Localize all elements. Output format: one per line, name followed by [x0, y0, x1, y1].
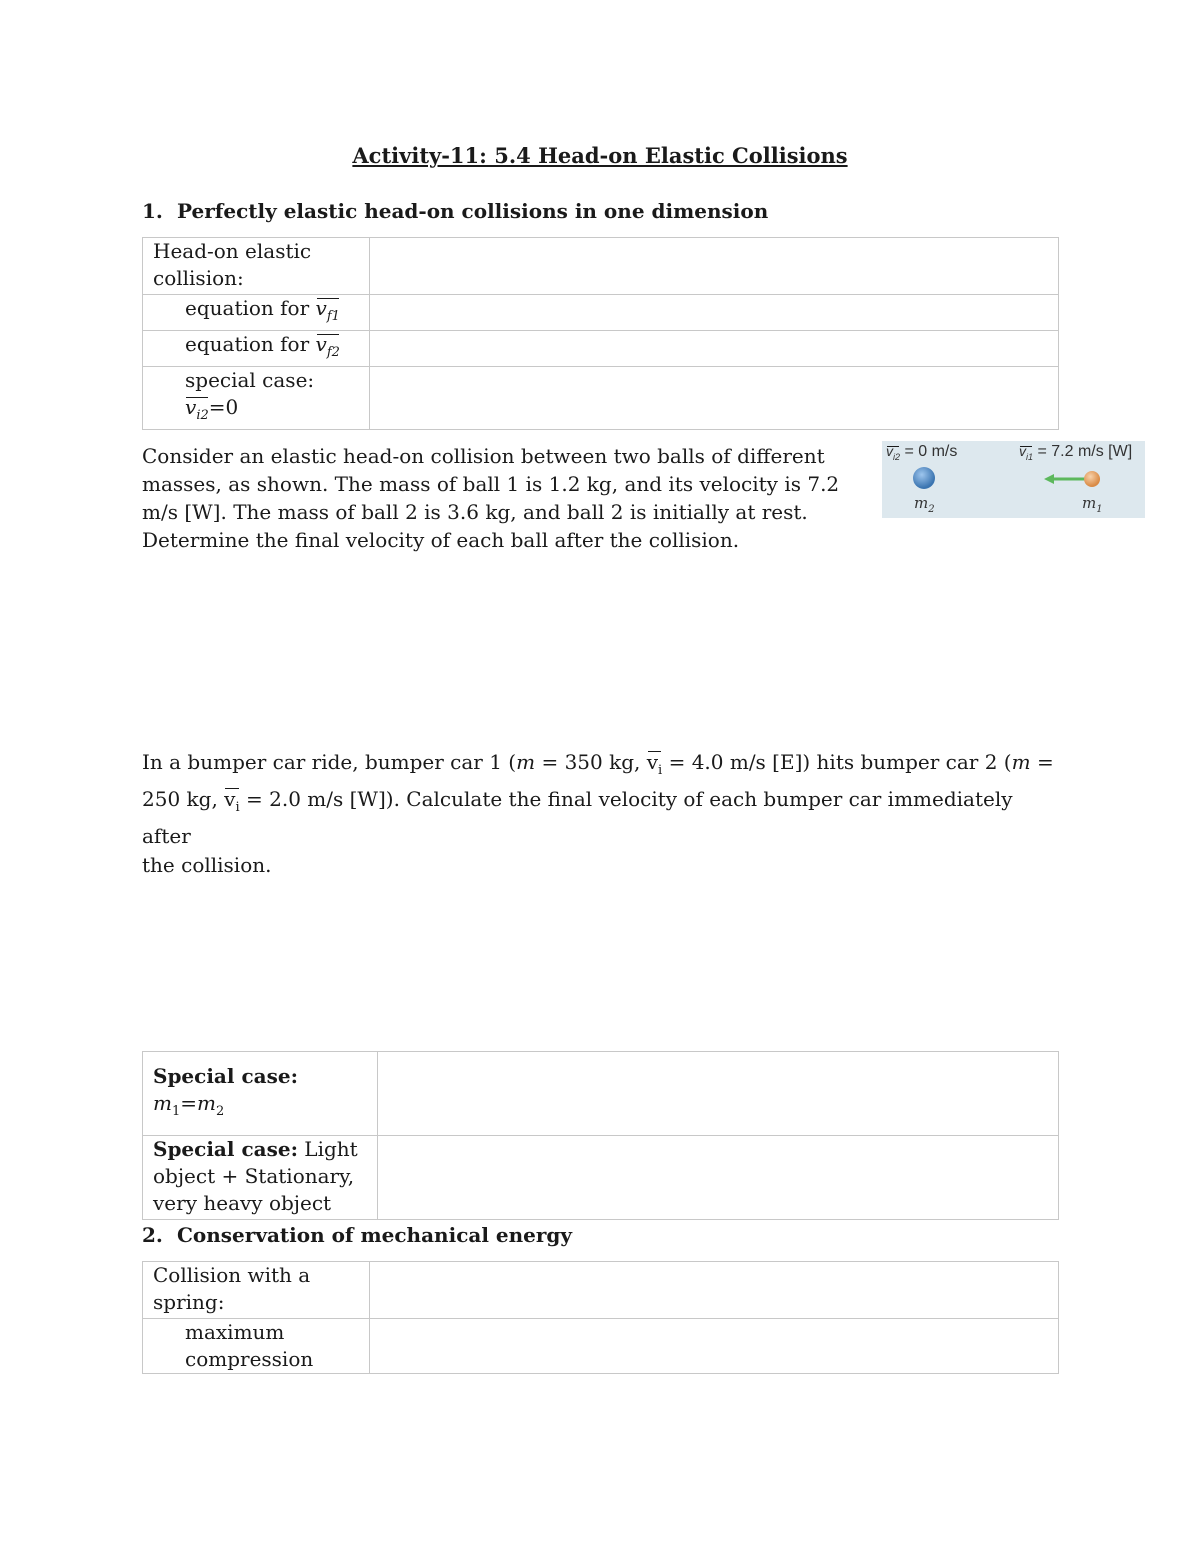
- velocity-arrow-head: [1044, 474, 1054, 484]
- mass-symbol: m: [197, 1090, 216, 1115]
- table-row: [143, 295, 1059, 331]
- velocity-sub: i2: [196, 408, 209, 423]
- row-label-text: Light object + Stationary, very heavy object: [153, 1137, 358, 1215]
- table-row: [143, 1136, 1059, 1220]
- velocity-symbol: [224, 785, 239, 822]
- collision-figure: [882, 441, 1145, 518]
- table-label-cell: [143, 367, 370, 430]
- velocity-var: v: [886, 443, 893, 459]
- problem-2-line-3: the collision.: [142, 853, 272, 877]
- velocity-var: v: [224, 787, 236, 811]
- equals-sign: =: [180, 1090, 198, 1115]
- mass-symbol: m: [516, 750, 536, 774]
- answer-cell[interactable]: [370, 1319, 1059, 1374]
- answer-cell[interactable]: [370, 367, 1059, 430]
- section-2-title: Conservation of mechanical energy: [177, 1223, 573, 1247]
- velocity-var: v: [185, 395, 197, 419]
- answer-cell[interactable]: [370, 1262, 1059, 1319]
- velocity-sub: i1: [1026, 451, 1034, 462]
- table-row: [143, 1319, 1059, 1374]
- velocity-sub: f1: [326, 309, 340, 324]
- text-run: = 2.0 m/s [W]). Calculate the final velocity of each bumper car immediately after: [142, 787, 1013, 848]
- velocity-var: v: [315, 332, 327, 356]
- problem-2-line-1: [142, 748, 1062, 785]
- special-case-table: [142, 1051, 1059, 1220]
- mass-sub: 2: [928, 504, 935, 515]
- mass-var: m: [914, 494, 929, 512]
- velocity-sub: i: [658, 763, 663, 778]
- answer-cell[interactable]: [378, 1136, 1059, 1220]
- table-row: [143, 238, 1059, 295]
- table-label-cell: [143, 1262, 370, 1319]
- row-label: Special case:: [153, 1137, 298, 1161]
- velocity-sub: f2: [326, 345, 340, 360]
- table-row: [143, 367, 1059, 430]
- table-label-cell: [143, 295, 370, 331]
- mass-sub: 2: [215, 1103, 225, 1119]
- row-label: Head-on elastic collision:: [153, 239, 312, 290]
- table-label-cell: [143, 238, 370, 295]
- page-title: Activity-11: 5.4 Head-on Elastic Collisions: [352, 143, 848, 168]
- text-run: 250 kg,: [142, 787, 225, 811]
- equals-zero: =0: [208, 395, 239, 419]
- section-1-heading: [142, 198, 768, 224]
- row-label: Special case:: [153, 1063, 298, 1088]
- mass-2-label: [914, 494, 935, 515]
- section-1-number: 1.: [142, 199, 163, 223]
- row-label: equation for: [185, 332, 310, 356]
- elastic-collision-table: [142, 237, 1059, 430]
- table-row: [143, 1052, 1059, 1136]
- text-run: In a bumper car ride, bumper car 1 (: [142, 750, 517, 774]
- section-1-title: Perfectly elastic head-on collisions in one dimension: [177, 199, 769, 223]
- row-label: Collision with a spring:: [153, 1263, 311, 1314]
- mass-1-label: [1082, 494, 1103, 515]
- mass-sub: 1: [171, 1103, 181, 1119]
- velocity-value: = 7.2 m/s [W]: [1037, 443, 1133, 460]
- spring-collision-table: [142, 1261, 1059, 1374]
- section-2-number: 2.: [142, 1223, 163, 1247]
- mass-symbol: m: [1011, 750, 1031, 774]
- ball-2: [913, 467, 935, 489]
- velocity-sub: i2: [893, 451, 901, 462]
- answer-cell[interactable]: [370, 331, 1059, 367]
- velocity-symbol: [316, 331, 340, 366]
- text-run: = 350 kg,: [535, 750, 647, 774]
- table-label-cell: [143, 331, 370, 367]
- table-row: [143, 331, 1059, 367]
- velocity-var: v: [646, 750, 659, 774]
- problem-2-line-2: [142, 785, 1062, 851]
- section-2-heading: [142, 1222, 572, 1248]
- velocity-var: v: [1019, 443, 1026, 459]
- answer-cell[interactable]: [370, 295, 1059, 331]
- velocity-symbol: [185, 394, 209, 429]
- ball-1: [1084, 471, 1100, 487]
- mass-symbol: m: [153, 1090, 172, 1115]
- mass-var: m: [1082, 494, 1097, 512]
- text-run: = 4.0 m/s [E]) hits bumper car 2 (: [662, 750, 1012, 774]
- row-label: equation for: [185, 296, 310, 320]
- row-label: special case:: [185, 368, 315, 392]
- table-label-cell: [143, 1136, 378, 1220]
- velocity-sub: i: [235, 800, 240, 815]
- velocity-symbol: [647, 748, 662, 785]
- text-run: =: [1030, 750, 1054, 774]
- table-label-cell: [143, 1052, 378, 1136]
- mass-sub: 1: [1096, 504, 1103, 515]
- table-row: [143, 1262, 1059, 1319]
- problem-2-text: [142, 748, 1062, 880]
- row-label: maximum compression: [185, 1320, 314, 1371]
- answer-cell[interactable]: [370, 238, 1059, 295]
- table-label-cell: [143, 1319, 370, 1374]
- velocity-var: v: [315, 296, 327, 320]
- velocity-symbol: [316, 295, 340, 330]
- problem-1-text: Consider an elastic head-on collision between two balls of different masses, as shown. The mass of ball 1 is 1.2 kg, and its velocity is 7.2 m/s [W]. The mass of ball 2 is 3.6 kg, and ball 2 is initially at rest. Determine the final velocity of each ball after the collision.: [142, 444, 840, 552]
- answer-cell[interactable]: [378, 1052, 1059, 1136]
- velocity-value: = 0 m/s: [904, 443, 958, 460]
